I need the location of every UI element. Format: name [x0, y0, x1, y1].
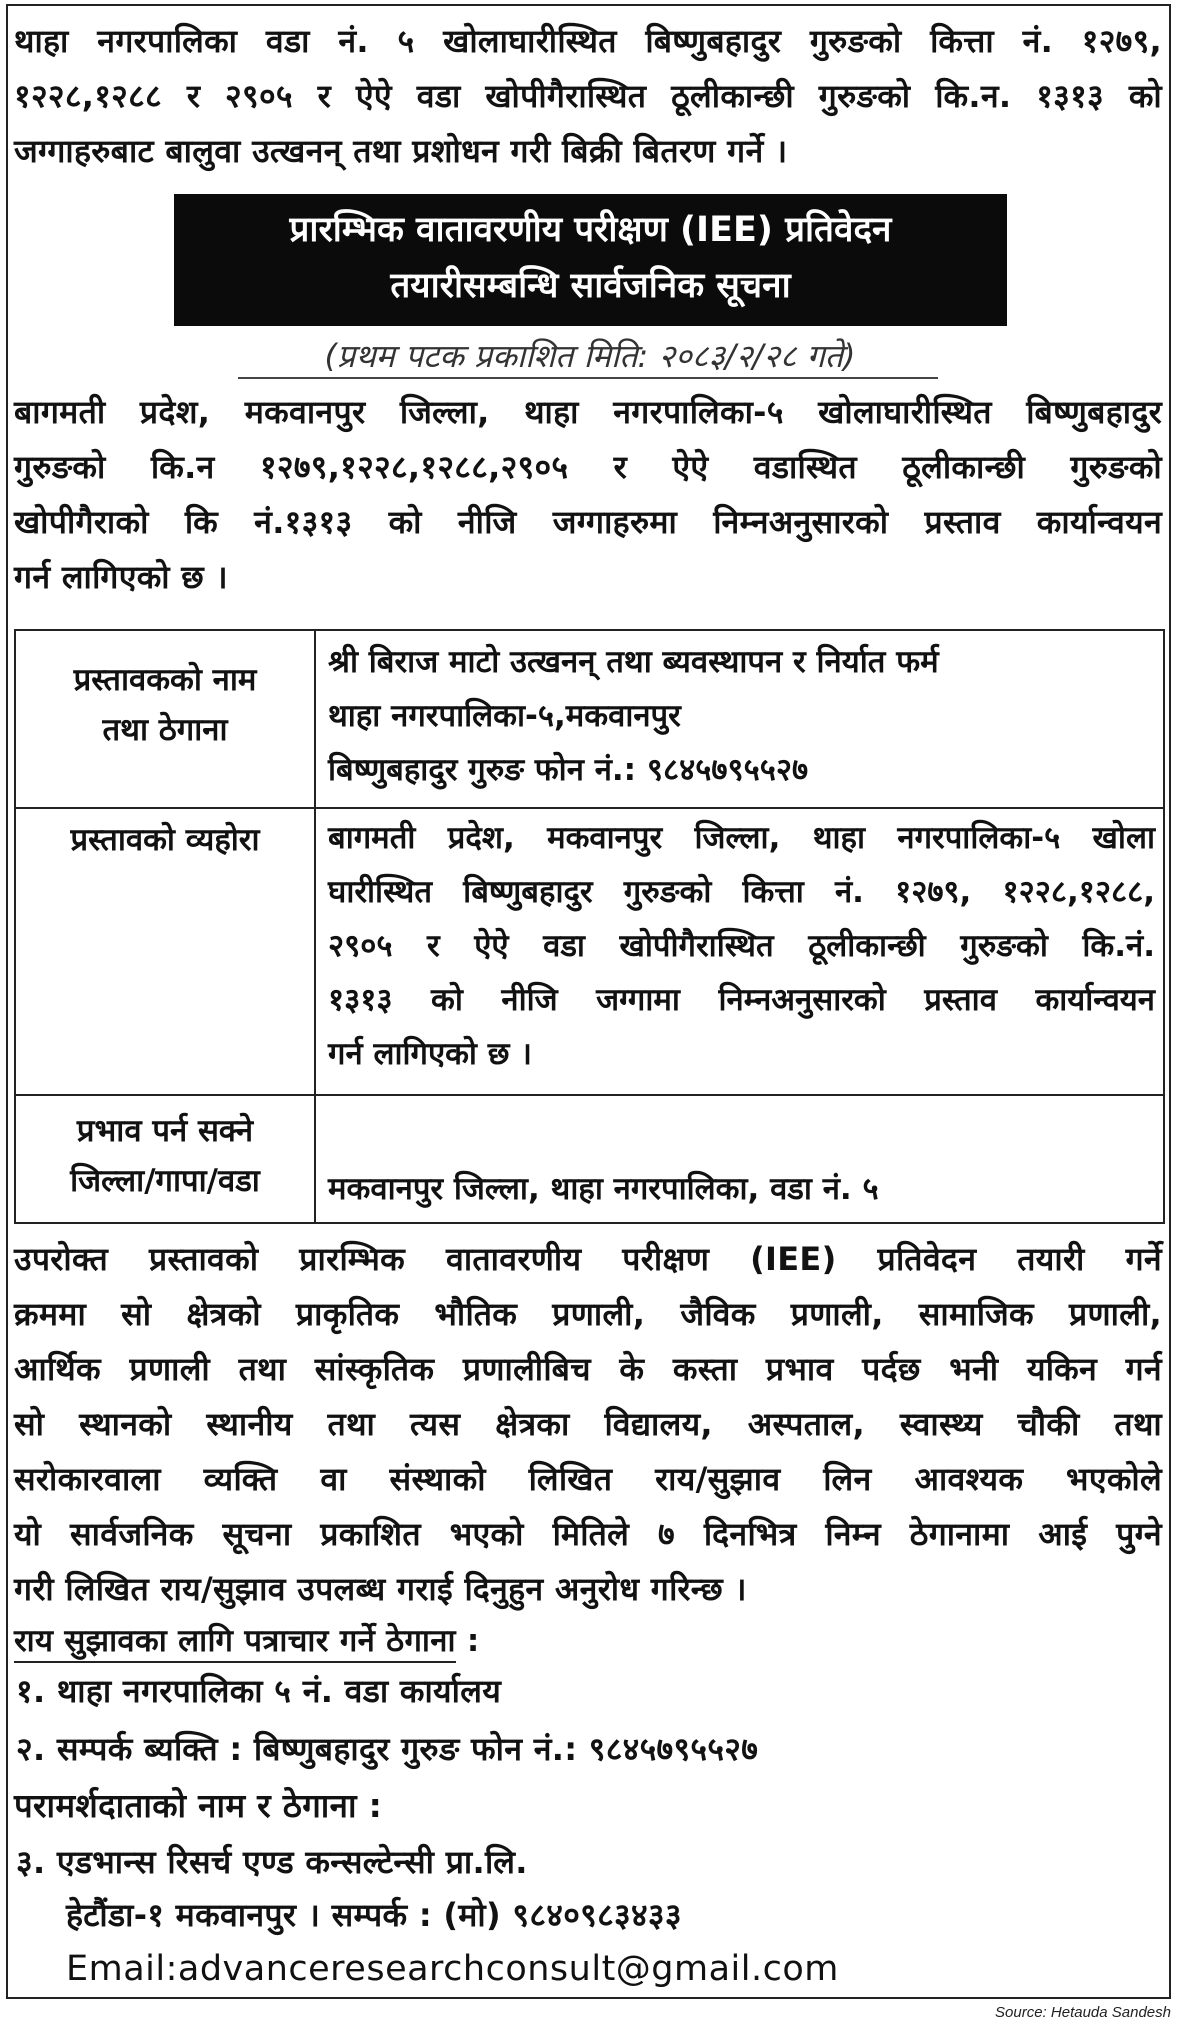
paragraph-line: यो सार्वजनिक सूचना प्रकाशित भएको मितिले ७ दिनभित्र निम्न ठेगानामा आई पुग्ने: [14, 1515, 1162, 1553]
intro-line: जग्गाहरुबाट बालुवा उत्खनन् तथा प्रशोधन गरी बिक्री बितरण गर्ने ।: [14, 132, 788, 170]
contact-item-ward-office: १. थाहा नगरपालिका ५ नं. वडा कार्यालय: [16, 1672, 502, 1710]
table-label-cell: [15, 808, 315, 1095]
value-text: बिष्णुबहादुर गुरुङ फोन नं.: ९८४५७९५५२७: [328, 752, 809, 788]
value-text: श्री बिराज माटो उत्खनन् तथा ब्यवस्थापन र निर्यात फर्म: [328, 644, 939, 680]
table-value-cell: [315, 808, 1164, 1095]
proposal-paragraph: [14, 385, 1164, 605]
table-value-cell: [315, 630, 1164, 808]
label-text: प्रभाव पर्न सक्ने: [76, 1113, 254, 1149]
notice-title-banner: [174, 194, 1007, 326]
contact-heading-text: राय सुझावका लागि पत्राचार गर्ने ठेगाना: [14, 1623, 456, 1663]
value-text: थाहा नगरपालिका-५,मकवानपुर: [328, 698, 681, 734]
paragraph-line: सरोकारवाला व्यक्ति वा संस्थाको लिखित राय/सुझाव लिन आवश्यक भएकोले: [14, 1460, 1162, 1498]
consultant-address: हेटौंडा-१ मकवानपुर । सम्पर्क : (मो) ९८४०९८३४३३: [66, 1896, 682, 1934]
table-value-cell: [315, 1095, 1164, 1223]
label-text: जिल्ला/गापा/वडा: [70, 1163, 260, 1199]
intro-line: थाहा नगरपालिका वडा नं. ५ खोलाघारीस्थित बिष्णुबहादुर गुरुङको कित्ता नं. १२७९,: [14, 22, 1162, 60]
intro-line: १२२८,१२८८ र २९०५ र ऐऐ वडा खोपीगैरास्थित ठूलीकान्छी गुरुङको कि.न. १३१३ को: [14, 77, 1162, 115]
contact-heading-colon: :: [466, 1623, 480, 1659]
table-label-cell: [15, 1095, 315, 1223]
value-text: घारीस्थित बिष्णुबहादुर गुरुङको कित्ता नं. १२७९, १२२८,१२८८,: [328, 874, 1155, 910]
consultant-email: Email:advanceresearchconsult@gmail.com: [66, 1949, 839, 1989]
banner-title-line2: तयारीसम्बन्धि सार्वजनिक सूचना: [390, 266, 791, 306]
value-text: बागमती प्रदेश, मकवानपुर जिल्ला, थाहा नगरपालिका-५ खोला: [328, 820, 1155, 856]
table-row: [15, 630, 1164, 808]
request-paragraph: [14, 1232, 1164, 1617]
label-text: प्रस्तावकको नाम: [73, 662, 257, 698]
paragraph-line: गरी लिखित राय/सुझाव उपलब्ध गराई दिनुहुन अनुरोध गरिन्छ ।: [14, 1570, 747, 1608]
contact-heading: [14, 1618, 480, 1664]
consultant-name: ३. एडभान्स रिसर्च एण्ड कन्सल्टेन्सी प्रा.लि.: [16, 1843, 528, 1881]
intro-text: [14, 14, 1164, 179]
paragraph-line: आर्थिक प्रणाली तथा सांस्कृतिक प्रणालीबिच के कस्ता प्रभाव पर्दछ भनी यकिन गर्न: [14, 1350, 1162, 1388]
value-text: गर्न लागिएको छ ।: [328, 1036, 533, 1072]
table-row: [15, 1095, 1164, 1223]
publication-date-note: (प्रथम पटक प्रकाशित मिति: २०८३/२/२८ गते): [324, 337, 856, 375]
paragraph-line: सो स्थानको स्थानीय तथा त्यस क्षेत्रका विद्यालय, अस्पताल, स्वास्थ्य चौकी तथा: [14, 1405, 1162, 1443]
table-row: [15, 808, 1164, 1095]
label-text: तथा ठेगाना: [102, 712, 228, 748]
publication-date-rule: [238, 377, 938, 379]
source-credit: Source: Hetauda Sandesh: [995, 2004, 1171, 2021]
paragraph-line: गर्न लागिएको छ ।: [14, 558, 228, 596]
value-text: १३१३ को नीजि जग्गामा निम्नअनुसारको प्रस्ताव कार्यान्वयन: [328, 982, 1155, 1018]
paragraph-line: खोपीगैराको कि नं.१३१३ को नीजि जग्गाहरुमा निम्नअनुसारको प्रस्ताव कार्यान्वयन: [14, 503, 1162, 541]
paragraph-line: गुरुङको कि.न १२७९,१२२८,१२८८,२९०५ र ऐऐ वडास्थित ठूलीकान्छी गुरुङको: [14, 448, 1162, 486]
proposal-info-table: [14, 629, 1165, 1224]
label-text: प्रस्तावको व्यहोरा: [70, 822, 260, 858]
contact-item-person: २. सम्पर्क ब्यक्ति : बिष्णुबहादुर गुरुङ फोन नं.: ९८४५७९५५२७: [16, 1730, 759, 1768]
paragraph-line: क्रममा सो क्षेत्रको प्राकृतिक भौतिक प्रणाली, जैविक प्रणाली, सामाजिक प्रणाली,: [14, 1295, 1162, 1333]
consultant-heading: परामर्शदाताको नाम र ठेगाना :: [14, 1786, 383, 1825]
paragraph-line: बागमती प्रदेश, मकवानपुर जिल्ला, थाहा नगरपालिका-५ खोलाघारीस्थित बिष्णुबहादुर: [14, 393, 1162, 431]
value-text: २९०५ र ऐऐ वडा खोपीगैरास्थित ठूलीकान्छी गुरुङको कि.नं.: [328, 928, 1155, 964]
banner-title-line1: प्रारम्भिक वातावरणीय परीक्षण (IEE) प्रतिवेदन: [289, 210, 892, 250]
paragraph-line: उपरोक्त प्रस्तावको प्रारम्भिक वातावरणीय परीक्षण (IEE) प्रतिवेदन तयारी गर्ने: [14, 1240, 1162, 1278]
table-label-cell: [15, 630, 315, 808]
value-text: मकवानपुर जिल्ला, थाहा नगरपालिका, वडा नं. ५: [328, 1171, 879, 1207]
